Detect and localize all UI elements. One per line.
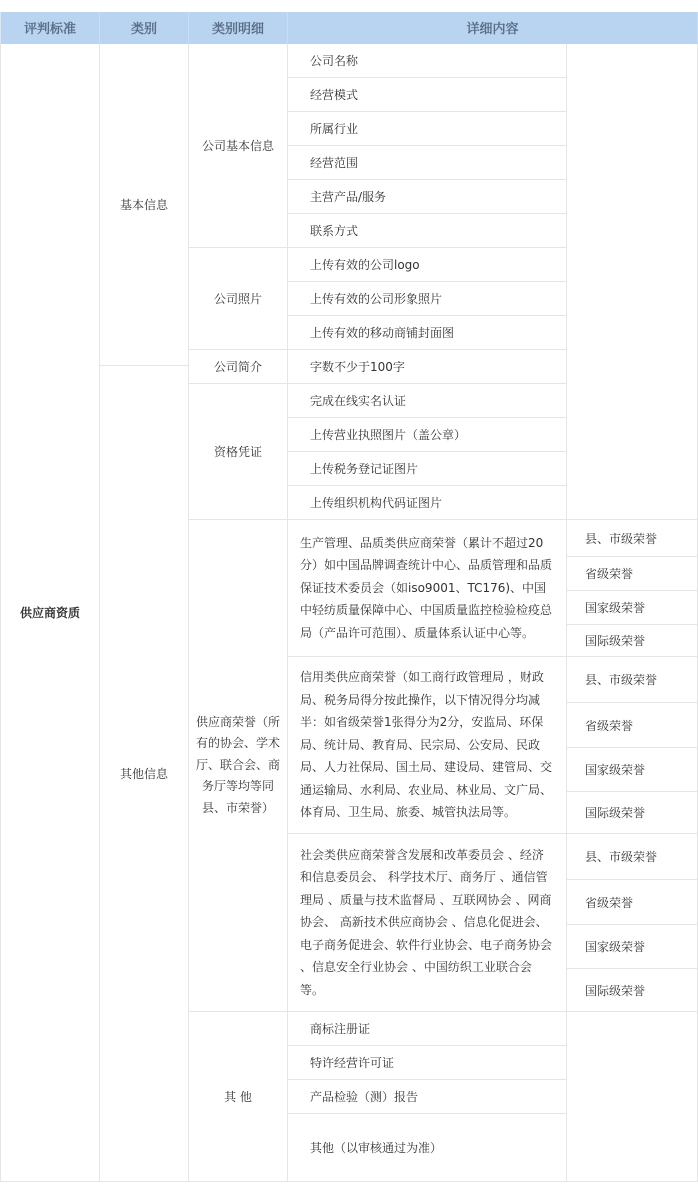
blank-cell xyxy=(567,1012,698,1182)
honor-description-production: 生产管理、品质类供应商荣誉（累计不超过20分）如中国品牌调查统计中心、品质管理和品质保证技术委员会（如iso9001、TC176)、中国中轻纺质量保障中心、中国质量监控检验检疫总局（产品许可范围）、质量体系认证中心等。 xyxy=(288,520,567,657)
blank-cell xyxy=(567,44,698,520)
header-category-detail: 类别明细 xyxy=(189,12,288,44)
list-item: 经营范围 xyxy=(288,146,567,180)
header-criteria: 评判标准 xyxy=(0,12,100,44)
honor-level: 省级荣誉 xyxy=(567,880,698,925)
honor-level: 省级荣誉 xyxy=(567,703,698,748)
honor-level: 县、市级荣誉 xyxy=(567,520,698,557)
honor-level: 县、市级荣誉 xyxy=(567,834,698,880)
honor-level: 国际级荣誉 xyxy=(567,969,698,1012)
detail-qualification: 资格凭证 xyxy=(189,384,288,520)
list-item: 上传组织机构代码证图片 xyxy=(288,486,567,520)
category-other: 其他信息 xyxy=(100,366,189,1182)
list-item: 完成在线实名认证 xyxy=(288,384,567,418)
honor-description-credit: 信用类供应商荣誉（如工商行政管理局 ，财政局、税务局得分按此操作，以下情况得分均减半：如省级荣誉1张得分为2分，安监局、环保局、统计局、教育局、民宗局、公安局、民政局、人力社保局、国土局、建设局、建管局、交通运输局、水利局、农业局、林业局、文广局、体育局、卫生局、旅委、城管执法局等。 xyxy=(288,657,567,834)
header-category: 类别 xyxy=(100,12,189,44)
criteria-cell: 供应商资质 xyxy=(0,44,100,1182)
header-content: 详细内容 xyxy=(288,12,698,44)
list-item: 经营模式 xyxy=(288,78,567,112)
list-item: 上传有效的移动商铺封面图 xyxy=(288,316,567,350)
honor-level: 县、市级荣誉 xyxy=(567,657,698,703)
detail-company-intro: 公司简介 xyxy=(189,350,288,384)
list-item: 主营产品/服务 xyxy=(288,180,567,214)
category-basic: 基本信息 xyxy=(100,44,189,366)
honor-level: 国际级荣誉 xyxy=(567,625,698,657)
honor-description-social: 社会类供应商荣誉含发展和改革委员会 、经济和信息委员会、 科学技术厅、商务厅 、通信管理局 、质量与技术监督局 、互联网协会 、网商协会、 高新技术供应商协会 、信息化促进会、电子商务促进会、软件行业协会、电子商务协会 、信息安全行业协会 、中国纺织工业联合会等。 xyxy=(288,834,567,1012)
list-item: 上传税务登记证图片 xyxy=(288,452,567,486)
list-item: 上传有效的公司形象照片 xyxy=(288,282,567,316)
list-item: 特许经营许可证 xyxy=(288,1046,567,1080)
detail-company-photos: 公司照片 xyxy=(189,248,288,350)
list-item: 上传营业执照图片（盖公章） xyxy=(288,418,567,452)
honor-level: 省级荣誉 xyxy=(567,557,698,591)
list-item: 公司名称 xyxy=(288,44,567,78)
list-item: 字数不少于100字 xyxy=(288,350,567,384)
list-item: 联系方式 xyxy=(288,214,567,248)
detail-others: 其 他 xyxy=(189,1012,288,1182)
list-item: 产品检验（测）报告 xyxy=(288,1080,567,1114)
honor-level: 国家级荣誉 xyxy=(567,925,698,969)
detail-honors: 供应商荣誉（所有的协会、学术厅、联合会、商务厅等均等同县、市荣誉） xyxy=(189,520,288,1012)
honor-level: 国家级荣誉 xyxy=(567,591,698,625)
honor-level: 国家级荣誉 xyxy=(567,748,698,792)
list-item: 所属行业 xyxy=(288,112,567,146)
list-item: 其他（以审核通过为准） xyxy=(288,1114,567,1182)
detail-company-basic: 公司基本信息 xyxy=(189,44,288,248)
honor-level: 国际级荣誉 xyxy=(567,792,698,834)
list-item: 上传有效的公司logo xyxy=(288,248,567,282)
list-item: 商标注册证 xyxy=(288,1012,567,1046)
